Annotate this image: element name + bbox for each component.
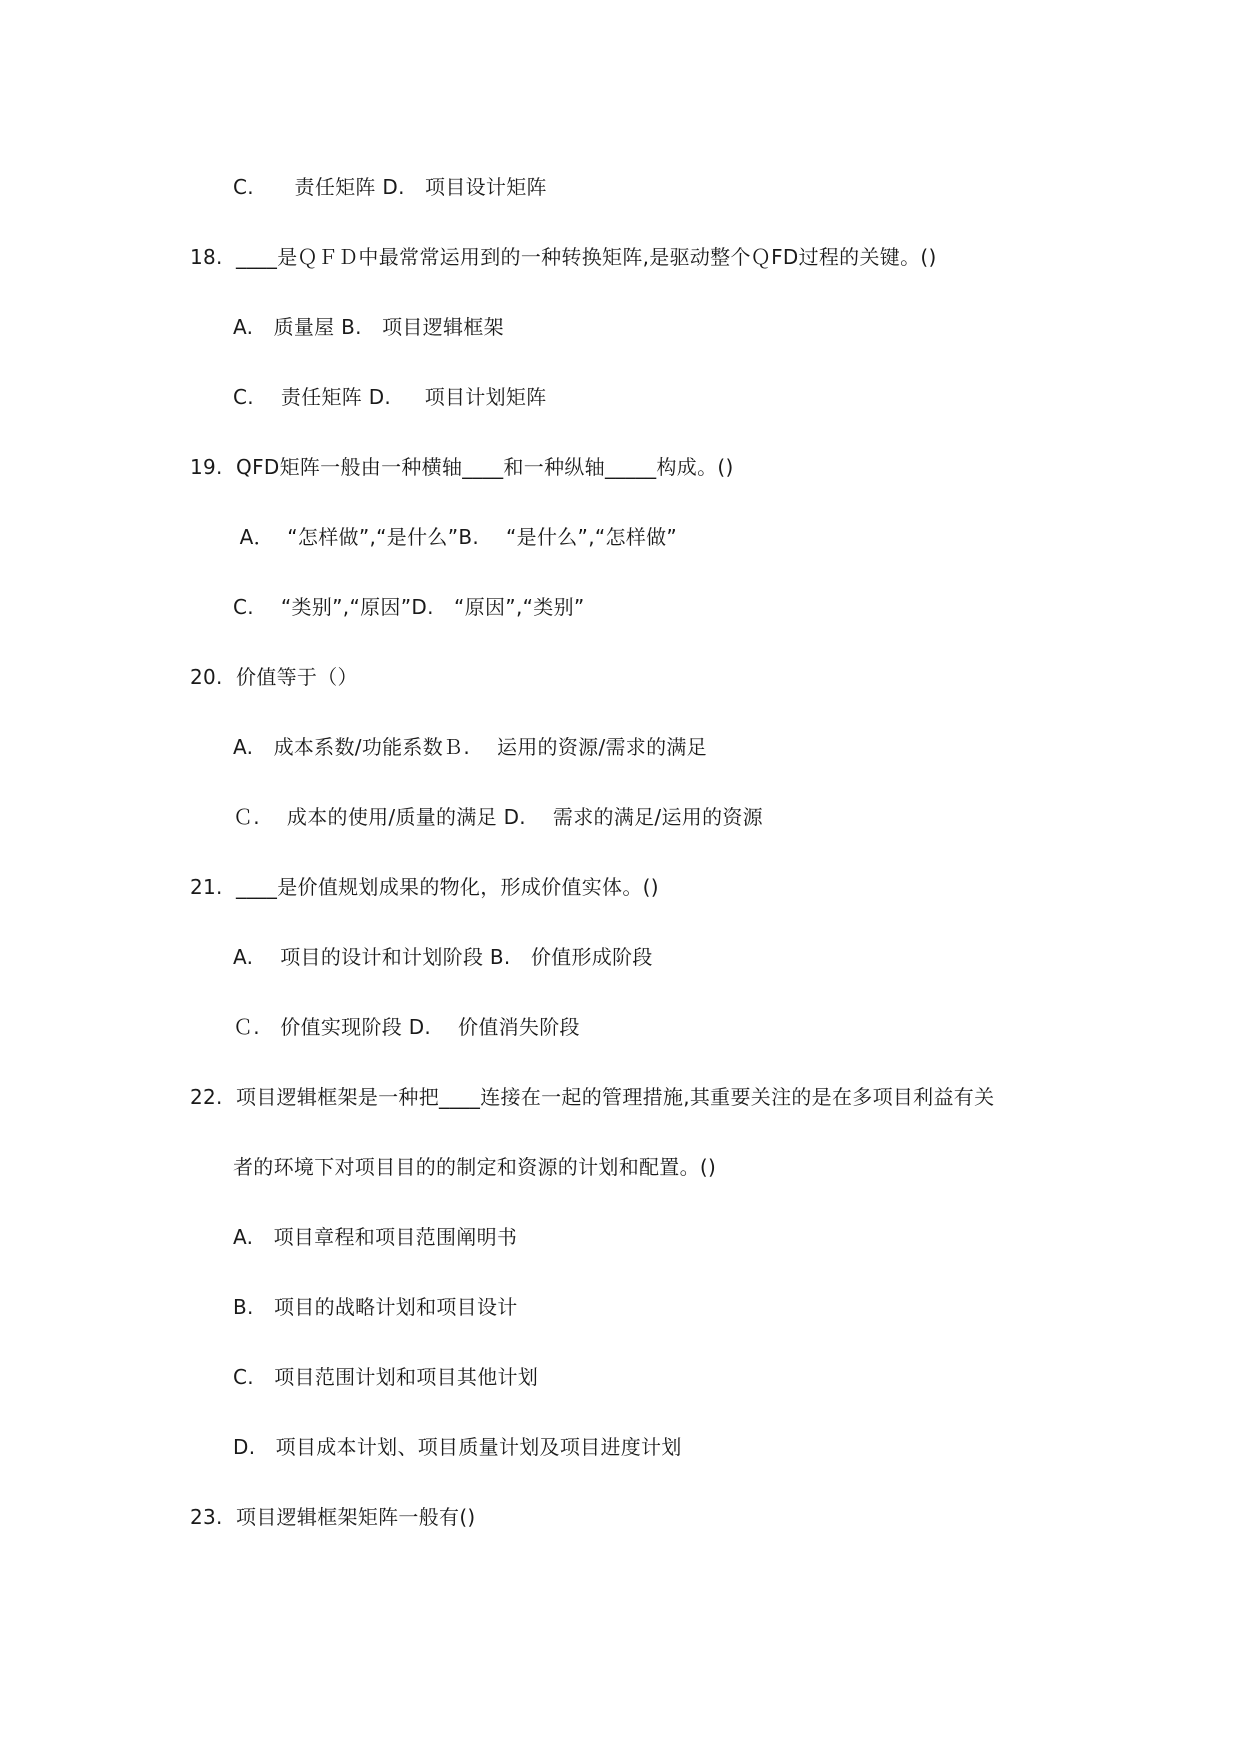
question-18: 18. ____是ＱＦＤ中最常常运用到的一种转换矩阵,是驱动整个ＱFD过程的关键。() [190, 245, 937, 269]
question-19: 19. QFD矩阵一般由一种横轴____和一种纵轴_____构成。() [190, 455, 734, 479]
option-line-20-ab: A. 成本系数/功能系数Ｂ. 运用的资源/需求的满足 [233, 735, 707, 759]
option-line-19-ab: A． “怎样做”,“是什么”B. “是什么”,“怎样做” [233, 525, 678, 549]
option-line-20-cd: Ｃ. 成本的使用/质量的满足 D. 需求的满足/运用的资源 [233, 805, 763, 829]
option-line-18-cd: C. 责任矩阵 D. 项目计划矩阵 [233, 385, 547, 409]
option-line-17-cd: C. 责任矩阵 D. 项目设计矩阵 [233, 175, 547, 199]
question-20: 20. 价值等于（） [190, 665, 358, 689]
question-21: 21. ____是价值规划成果的物化，形成价值实体。() [190, 875, 659, 899]
option-line-21-ab: A. 项目的设计和计划阶段 B. 价值形成阶段 [233, 945, 653, 969]
option-22-c: C. 项目范围计划和项目其他计划 [233, 1365, 539, 1389]
question-23: 23. 项目逻辑框架矩阵一般有() [190, 1505, 476, 1529]
option-line-19-cd: C. “类别”,“原因”D. “原因”,“类别” [233, 595, 585, 619]
option-22-b: B. 项目的战略计划和项目设计 [233, 1295, 518, 1319]
option-line-21-cd: Ｃ. 价值实现阶段 D. 价值消失阶段 [233, 1015, 580, 1039]
option-22-d: D. 项目成本计划、项目质量计划及项目进度计划 [233, 1435, 682, 1459]
option-22-a: A. 项目章程和项目范围阐明书 [233, 1225, 518, 1249]
question-22-continuation: 者的环境下对项目目的的制定和资源的计划和配置。() [233, 1155, 717, 1179]
option-line-18-ab: A. 质量屋 B. 项目逻辑框架 [233, 315, 504, 339]
question-22: 22. 项目逻辑框架是一种把____连接在一起的管理措施,其重要关注的是在多项目利益有关 [190, 1085, 995, 1109]
